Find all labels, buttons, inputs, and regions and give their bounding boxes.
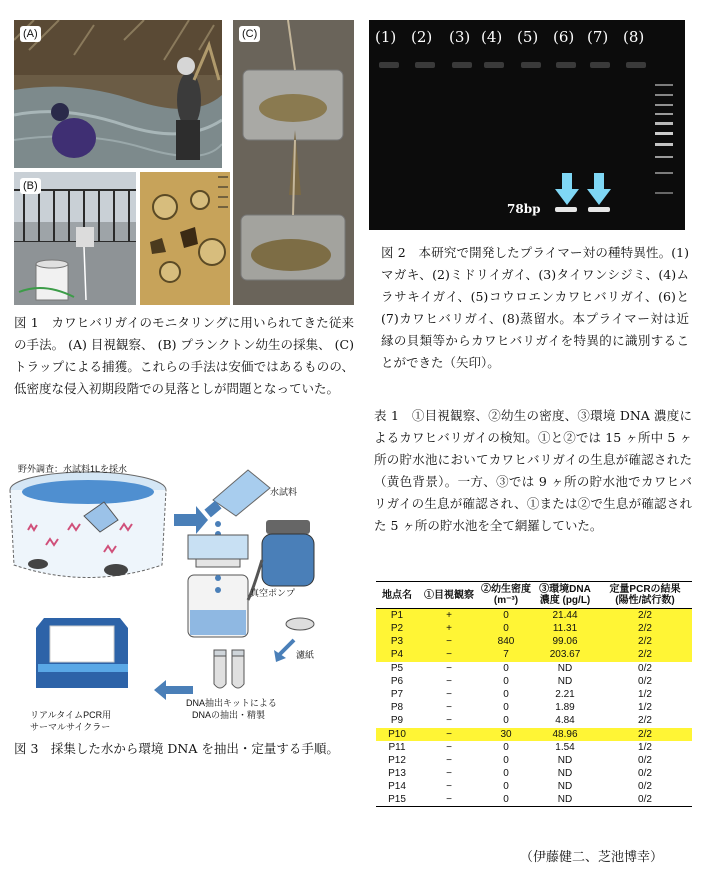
- figure-3-diagram: [8, 450, 353, 732]
- gel-well: [626, 62, 646, 68]
- cell-site: P5: [390, 662, 404, 674]
- figure-1-photos: [14, 20, 354, 305]
- cell-edna: 203.67: [532, 648, 598, 661]
- lane-label: (1): [375, 28, 397, 46]
- cell-larva: 7: [480, 648, 532, 661]
- thermal-cycler-label: サーマルサイクラー: [30, 722, 111, 732]
- table-row: [376, 688, 692, 701]
- col-pcr: 定量PCRの結果 (陽性/試行数): [598, 582, 692, 609]
- table-row: [376, 793, 692, 807]
- cell-visual: −: [418, 728, 480, 741]
- cell-edna: ND: [557, 754, 573, 766]
- cell-larva: 840: [480, 635, 532, 648]
- cell-edna: 1.89: [555, 702, 575, 714]
- cell-larva: 0: [503, 754, 509, 766]
- cell-larva: 0: [503, 741, 509, 753]
- panel-label-c: (C): [239, 26, 260, 42]
- cell-larva: 0: [480, 609, 532, 623]
- cell-visual: −: [418, 793, 480, 807]
- target-band: [588, 207, 610, 212]
- cell-edna: 48.96: [532, 728, 598, 741]
- dna-ladder: [653, 80, 675, 220]
- col-visual: ①目視観察: [418, 582, 480, 609]
- table-body: [376, 609, 692, 807]
- cell-site: P8: [390, 702, 404, 714]
- table-row: [376, 701, 692, 714]
- cell-pcr: 2/2: [598, 609, 692, 623]
- cell-edna: ND: [557, 662, 573, 674]
- cell-visual: −: [446, 754, 452, 766]
- panel-label-b: (B): [20, 178, 41, 194]
- table-row: [376, 609, 692, 623]
- cell-site: P11: [388, 741, 406, 753]
- cell-edna: 99.06: [532, 635, 598, 648]
- cell-visual: −: [446, 741, 452, 753]
- cell-edna: ND: [557, 768, 573, 780]
- cell-larva: 0: [480, 793, 532, 807]
- cell-visual: −: [446, 702, 452, 714]
- figure-2-gel: [369, 20, 685, 230]
- lane-label: (5): [517, 28, 539, 46]
- cell-visual: −: [418, 648, 480, 661]
- vacuum-pump-label: 真空ポンプ: [250, 588, 296, 598]
- cell-site: P3: [376, 635, 418, 648]
- gel-well: [379, 62, 399, 68]
- cell-pcr: 2/2: [638, 715, 652, 727]
- gel-well: [415, 62, 435, 68]
- table-row: [376, 648, 692, 661]
- band-size-label: 78bp: [507, 202, 541, 216]
- cell-larva: 0: [503, 662, 509, 674]
- cell-site: P13: [388, 768, 406, 780]
- lane-label: (4): [481, 28, 503, 46]
- arrow-icon: [555, 173, 579, 205]
- table-row: [376, 754, 692, 767]
- cell-site: P2: [376, 622, 418, 635]
- table-row: [376, 714, 692, 727]
- table-row: [376, 741, 692, 754]
- cell-site: P15: [376, 793, 418, 807]
- table-header-row: [376, 582, 692, 609]
- dna-extraction-label: DNA抽出キットによる: [186, 698, 277, 708]
- cell-pcr: 0/2: [638, 675, 652, 687]
- cell-visual: −: [418, 635, 480, 648]
- authors: （伊藤健二、芝池博幸）: [520, 850, 664, 865]
- cell-site: P12: [388, 754, 406, 766]
- gel-well: [484, 62, 504, 68]
- cell-site: P14: [388, 781, 406, 793]
- cell-edna: 2.21: [555, 689, 575, 701]
- cell-visual: −: [446, 662, 452, 674]
- cell-site: P1: [376, 609, 418, 623]
- figure-1-caption: 図 1 カワヒバリガイのモニタリングに用いられてきた従来の手法。 (A) 目視観察、 (B) プランクトン幼生の採集、 (C) トラップによる捕獲。これらの手法は安価ではあるものの、低密度な侵入初期段階での見落としが問題となっていた。: [14, 315, 354, 396]
- table-row: [376, 675, 692, 688]
- table-row: [376, 635, 692, 648]
- figure-2-caption: 図 2 本研究で開発したプライマー対の種特異性。(1)マガキ、(2)ミドリイガイ、(3)タイワンシジミ、(4)ムラサキイガイ、(5)コウロエンカワヒバリガイ、(6)と(7)カワヒバリガイ、(8)蒸留水。本プライマー対は近縁の貝類等からカワヒバリガイを特異的に識別することができた（矢印）。: [381, 245, 689, 370]
- cell-site: P7: [390, 689, 404, 701]
- cell-site: P4: [376, 648, 418, 661]
- figure-3-caption: 図 3 採集した水から環境 DNA を抽出・定量する手順。: [14, 741, 339, 756]
- cell-pcr: 2/2: [598, 635, 692, 648]
- gel-well: [590, 62, 610, 68]
- gel-well: [556, 62, 576, 68]
- arrow-icon: [587, 173, 611, 205]
- gel-well: [521, 62, 541, 68]
- cell-edna: 1.54: [555, 741, 575, 753]
- lane-label: (8): [623, 28, 645, 46]
- cell-site: P6: [390, 675, 404, 687]
- cell-pcr: 0/2: [638, 662, 652, 674]
- cell-edna: 11.31: [532, 622, 598, 635]
- cell-edna: ND: [557, 675, 573, 687]
- photo-b-larvae-microscope: [140, 172, 230, 305]
- cell-visual: +: [418, 622, 480, 635]
- cell-visual: −: [446, 675, 452, 687]
- table-row: [376, 622, 692, 635]
- cell-larva: 0: [503, 689, 509, 701]
- cell-edna: ND: [557, 781, 573, 793]
- cell-pcr: 2/2: [598, 728, 692, 741]
- table-1-caption: 表 1 ①目視観察、②幼生の密度、③環境 DNA 濃度によるカワヒバリガイの検知。①と②では 15 ヶ所中 5 ヶ所の貯水池においてカワヒバリガイの生息が確認された（黄色背景）。一方、③では 9 ヶ所の貯水池でカワヒバリガイの生息が確認され、①または②で生息が確認された 5 ヶ所の貯水池を全て網羅していた。: [374, 408, 692, 533]
- cell-edna: ND: [532, 793, 598, 807]
- filter-paper-label: 濾紙: [296, 650, 315, 660]
- detection-table: [376, 581, 692, 807]
- cell-visual: −: [446, 768, 452, 780]
- cell-site: P10: [376, 728, 418, 741]
- lane-label: (6): [553, 28, 575, 46]
- water-sample-label: 水試料: [270, 487, 298, 497]
- gel-well: [452, 62, 472, 68]
- cell-larva: 30: [480, 728, 532, 741]
- cell-site: P9: [390, 715, 404, 727]
- cell-visual: +: [418, 609, 480, 623]
- cell-pcr: 0/2: [598, 793, 692, 807]
- target-band: [555, 207, 577, 212]
- lane-label: (2): [411, 28, 433, 46]
- col-larva: ②幼生密度 (m⁻³): [480, 582, 532, 609]
- field-survey-label: 野外調査：水試料1Lを採水: [18, 464, 128, 474]
- cell-visual: −: [446, 715, 452, 727]
- thermal-cycler-label: リアルタイムPCR用: [30, 710, 112, 720]
- table-row: [376, 767, 692, 780]
- photo-b-larva-sampling: [14, 172, 136, 305]
- cell-larva: 0: [503, 781, 509, 793]
- cell-larva: 0: [503, 702, 509, 714]
- col-site: 地点名: [376, 582, 418, 609]
- cell-pcr: 2/2: [598, 648, 692, 661]
- cell-pcr: 1/2: [638, 689, 652, 701]
- table-row: [376, 728, 692, 741]
- photo-a-visual-observation: [14, 20, 222, 168]
- cell-pcr: 0/2: [638, 768, 652, 780]
- dna-extraction-label: DNAの抽出・精製: [192, 710, 266, 720]
- table-row: [376, 662, 692, 675]
- cell-pcr: 0/2: [638, 754, 652, 766]
- cell-pcr: 0/2: [638, 781, 652, 793]
- table-row: [376, 780, 692, 793]
- col-edna: ③環境DNA 濃度 (pg/L): [532, 582, 598, 609]
- cell-edna: 21.44: [532, 609, 598, 623]
- cell-larva: 0: [503, 675, 509, 687]
- cell-visual: −: [446, 689, 452, 701]
- cell-larva: 0: [503, 715, 509, 727]
- cell-larva: 0: [480, 622, 532, 635]
- cell-pcr: 1/2: [638, 741, 652, 753]
- cell-pcr: 2/2: [598, 622, 692, 635]
- cell-visual: −: [446, 781, 452, 793]
- lane-label: (3): [449, 28, 471, 46]
- photo-c-trap-capture: [233, 20, 354, 305]
- lane-label: (7): [587, 28, 609, 46]
- panel-label-a: (A): [20, 26, 41, 42]
- cell-larva: 0: [503, 768, 509, 780]
- cell-pcr: 1/2: [638, 702, 652, 714]
- cell-edna: 4.84: [555, 715, 575, 727]
